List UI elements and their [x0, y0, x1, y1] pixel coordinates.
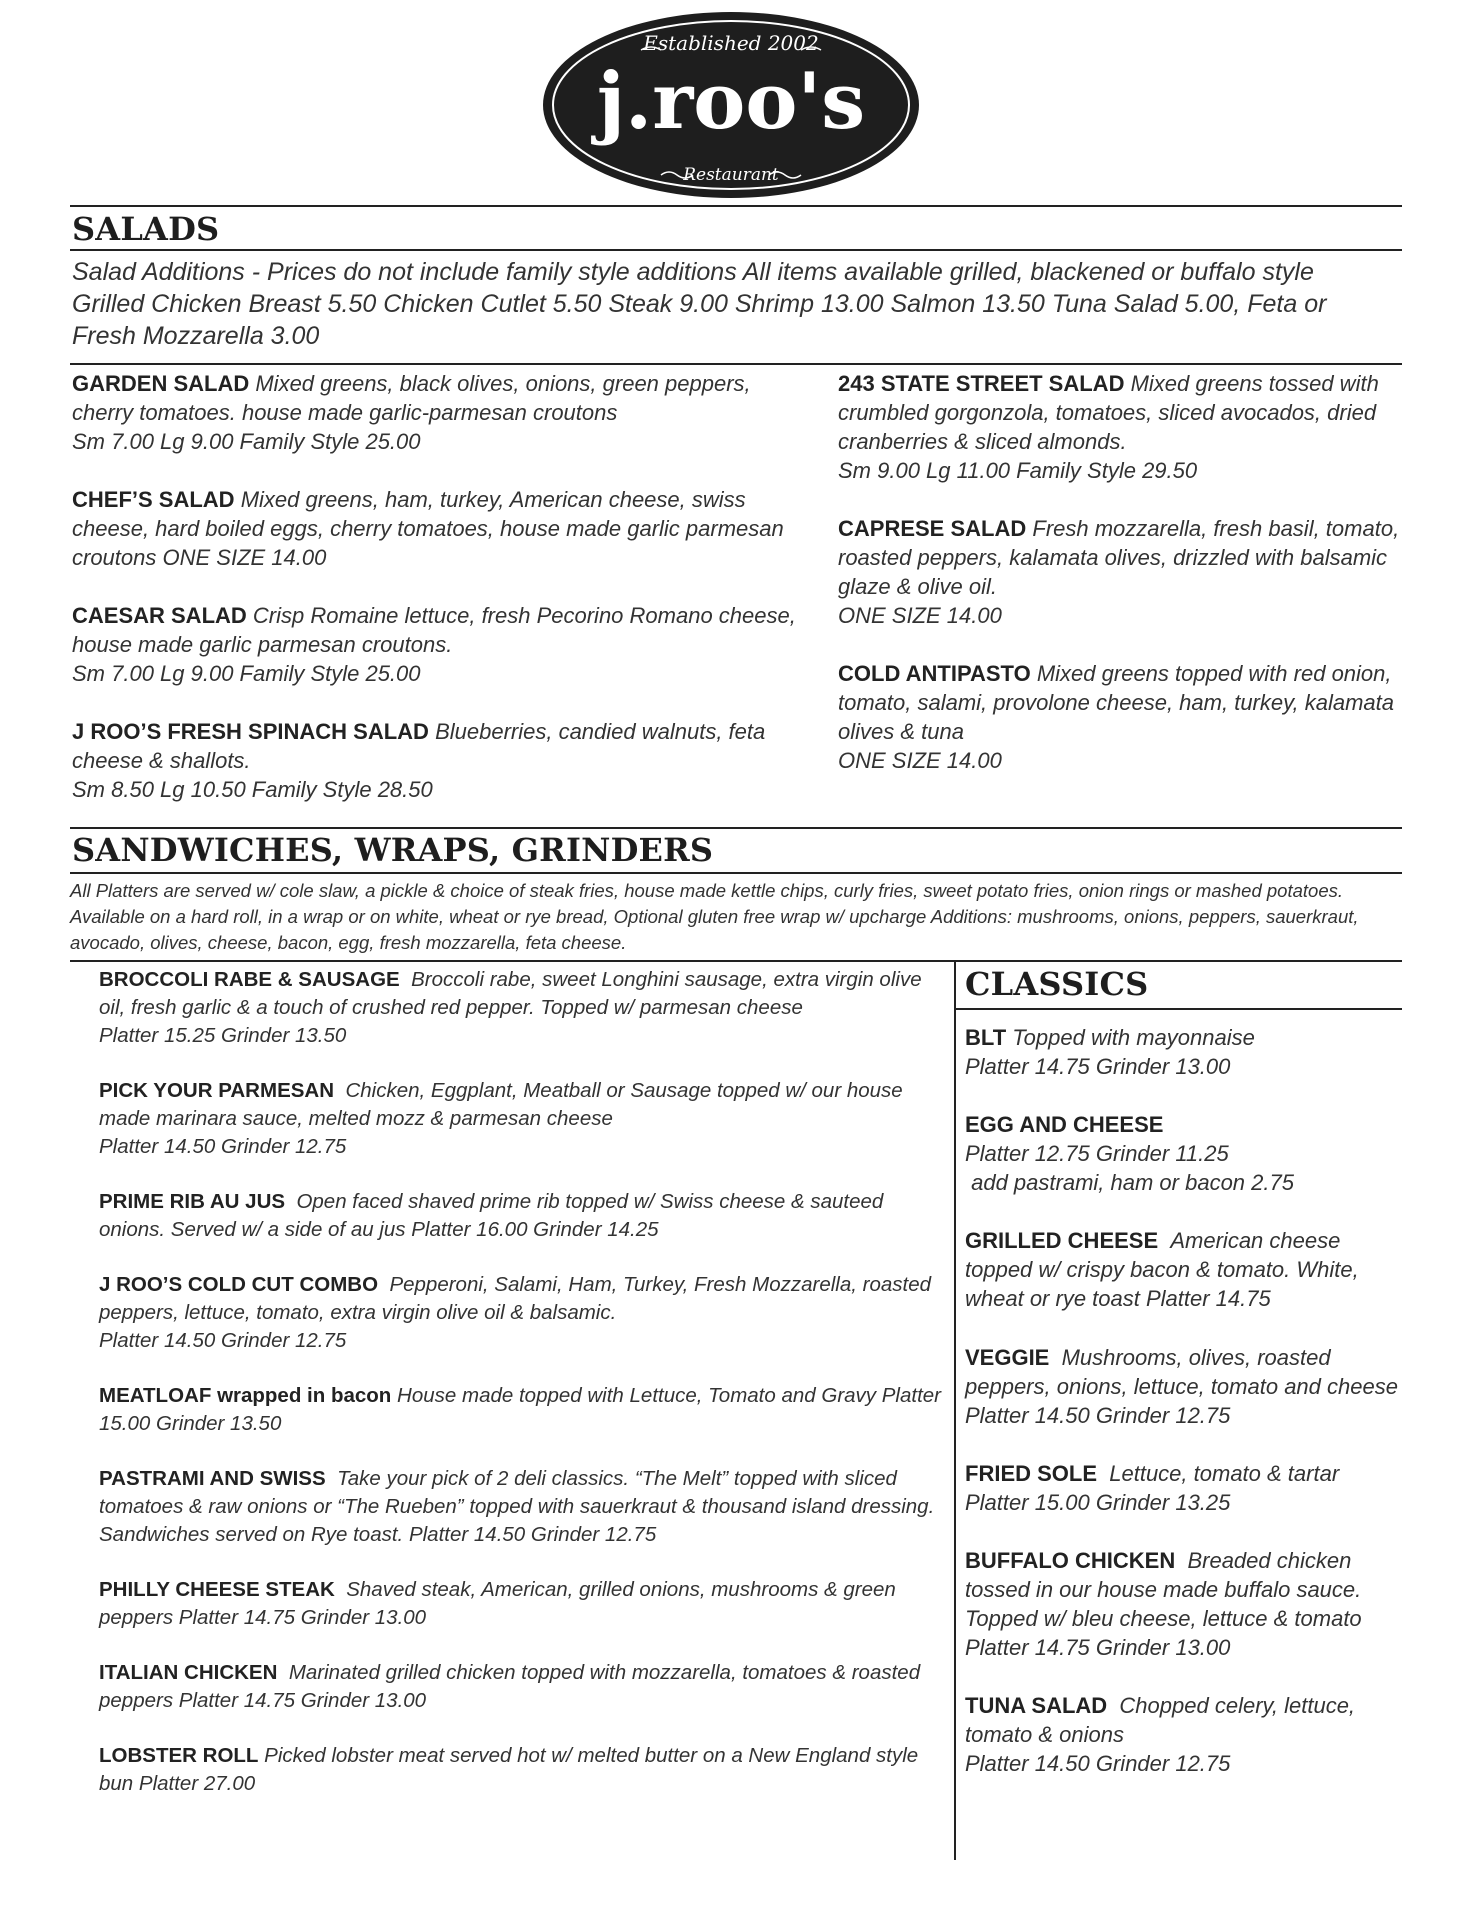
sandwich-item-name: MEATLOAF	[99, 1384, 212, 1407]
salad-item-name: CAPRESE SALAD	[838, 516, 1027, 541]
classic-item-desc: American cheese topped w/ crispy bacon & tomato. White, wheat or rye toast Platter 14.75	[965, 1228, 1359, 1311]
salad-item-price: Sm 8.50 Lg 10.50 Family Style 28.50	[72, 777, 433, 802]
salads-top-rule	[70, 205, 1402, 207]
salad-item-name: CAESAR SALAD	[72, 603, 247, 628]
classic-item-price: Platter 14.75 Grinder 13.00	[965, 1635, 1231, 1660]
sandwich-item-price: Platter 15.25 Grinder 13.50	[99, 1024, 347, 1047]
restaurant-logo	[541, 10, 921, 200]
sandwich-item-desc: Marinated grilled chicken topped with mozzarella, tomatoes & roasted peppers Platter 14.75 Grinder 13.00	[99, 1661, 921, 1712]
sandwich-item-name: PHILLY CHEESE STEAK	[99, 1578, 335, 1601]
sandwich-item-desc: Pepperoni, Salami, Ham, Turkey, Fresh Mozzarella, roasted peppers, lettuce, tomato, extra virgin olive oil & balsamic.	[99, 1273, 932, 1324]
sandwich-item-name: PASTRAMI AND SWISS	[99, 1467, 326, 1490]
sandwiches-heading: SANDWICHES, WRAPS, GRINDERS	[72, 831, 714, 869]
sandwich-item-name-extra: wrapped in bacon	[217, 1384, 392, 1407]
sandwich-item	[99, 1465, 941, 1549]
classic-item	[965, 1226, 1410, 1313]
salad-item-price: Sm 9.00 Lg 11.00 Family Style 29.50	[838, 458, 1198, 483]
classic-item	[965, 1546, 1410, 1662]
platters-note: All Platters are served w/ cole slaw, a pickle & choice of steak fries, house made kettle chips, curly fries, sweet potato fries, onion rings or mashed potatoes. Available on a hard roll, in a wrap or on white, wheat or rye bread, Optional gluten free wrap w/ upcharge Additions: mushrooms, onions, peppers, sauerkraut, avocado, olives, cheese, bacon, egg, fresh mozzarella, feta cheese.	[70, 880, 1359, 953]
salad-item-desc: Blueberries, candied walnuts, feta cheese & shallots.	[72, 719, 766, 773]
logo-top-text: Established 2002	[643, 31, 819, 55]
salads-heading-rule	[70, 249, 1402, 251]
classics-divider	[954, 961, 956, 1860]
sandwiches-heading-rule	[70, 872, 1402, 874]
classic-item-name: GRILLED CHEESE	[965, 1228, 1159, 1253]
sandwich-item-name: LOBSTER ROLL	[99, 1744, 259, 1767]
sandwiches-top-rule	[70, 827, 1402, 829]
logo-oval-graphic	[541, 10, 921, 200]
sandwich-item-name: PICK YOUR PARMESAN	[99, 1079, 335, 1102]
salad-additions-note: Salad Additions - Prices do not include family style additions All items available grilled, blackened or buffalo style Grilled Chicken Breast 5.50 Chicken Cutlet 5.50 Steak 9.00 Shrimp 13.00 Salmon 13.50 Tuna Salad 5.00, Feta or Fresh Mozzarella 3.00	[72, 258, 1327, 350]
sandwich-item	[99, 1742, 941, 1798]
salad-item-name: CHEF’S SALAD	[72, 487, 235, 512]
sandwich-item	[99, 1077, 941, 1161]
salads-heading: SALADS	[72, 210, 220, 248]
salad-item	[838, 369, 1404, 485]
salad-item	[838, 514, 1404, 630]
salad-item-desc: Mixed greens, black olives, onions, green peppers, cherry tomatoes. house made garlic-parmesan croutons	[72, 371, 751, 425]
sandwich-item-name: J ROO’S COLD CUT COMBO	[99, 1273, 379, 1296]
sandwich-item-desc: Open faced shaved prime rib topped w/ Swiss cheese & sauteed onions. Served w/ a side of au jus Platter 16.00 Grinder 14.25	[99, 1190, 884, 1241]
salad-item	[838, 659, 1404, 775]
classic-item-name: VEGGIE	[965, 1345, 1050, 1370]
classic-item	[965, 1343, 1410, 1430]
salads-list-rule	[70, 363, 1402, 365]
sandwich-item-name: ITALIAN CHICKEN	[99, 1661, 278, 1684]
salad-item-price: ONE SIZE 14.00	[838, 748, 1002, 773]
classic-item-desc: Topped with mayonnaise	[1012, 1025, 1255, 1050]
salad-item-name: J ROO’S FRESH SPINACH SALAD	[72, 719, 429, 744]
classic-item-name: TUNA SALAD	[965, 1693, 1108, 1718]
sandwich-item-price: Platter 14.50 Grinder 12.75	[99, 1329, 347, 1352]
classic-item-desc: Chopped celery, lettuce, tomato & onions	[965, 1693, 1356, 1747]
classic-item-name: EGG AND CHEESE	[965, 1112, 1164, 1137]
classic-item	[965, 1023, 1410, 1081]
salad-item	[72, 369, 810, 456]
salad-item-desc: Mixed greens, ham, turkey, American cheese, swiss cheese, hard boiled eggs, cherry tomatoes, house made garlic parmesan croutons ONE SIZE 14.00	[72, 487, 784, 570]
salad-item-desc: Mixed greens tossed with crumbled gorgonzola, tomatoes, sliced avocados, dried cranberries & sliced almonds.	[838, 371, 1379, 454]
sandwich-item-desc: Picked lobster meat served hot w/ melted butter on a New England style bun Platter 27.00	[99, 1744, 919, 1795]
sandwiches-list-rule	[70, 960, 1402, 962]
sandwich-item-price: Platter 14.50 Grinder 12.75	[99, 1135, 347, 1158]
salad-item	[72, 485, 810, 572]
sandwich-item-name: BROCCOLI RABE & SAUSAGE	[99, 968, 400, 991]
salad-item-price: Sm 7.00 Lg 9.00 Family Style 25.00	[72, 429, 421, 454]
salad-item	[72, 601, 810, 688]
salad-item-price: ONE SIZE 14.00	[838, 603, 1002, 628]
classic-item-name: BLT	[965, 1025, 1007, 1050]
classic-item-desc: Mushrooms, olives, roasted peppers, onions, lettuce, tomato and cheese Platter 14.50 Grinder 12.75	[965, 1345, 1398, 1428]
classic-item-price: Platter 12.75 Grinder 11.25	[965, 1141, 1229, 1166]
sandwich-item	[99, 1576, 941, 1632]
sandwich-item	[99, 1271, 941, 1355]
sandwich-item-desc: Broccoli rabe, sweet Longhini sausage, extra virgin olive oil, fresh garlic & a touch of crushed red pepper. Topped w/ parmesan cheese	[99, 968, 922, 1019]
sandwich-item-desc: Take your pick of 2 deli classics. “The Melt” topped with sliced tomatoes & raw onions or “The Rueben” topped with sauerkraut & thousand island dressing. Sandwiches served on Rye toast. Platter 14.50 Grinder 12.75	[99, 1467, 935, 1546]
classic-item-price: Platter 14.50 Grinder 12.75	[965, 1751, 1231, 1776]
salad-item	[72, 717, 810, 804]
salad-item-desc: Crisp Romaine lettuce, fresh Pecorino Romano cheese, house made garlic parmesan croutons.	[72, 603, 796, 657]
classics-heading: CLASSICS	[965, 965, 1149, 1003]
classic-item-price: Platter 14.75 Grinder 13.00	[965, 1054, 1231, 1079]
classic-item-price: Platter 15.00 Grinder 13.25	[965, 1490, 1231, 1515]
salad-item-desc: Fresh mozzarella, fresh basil, tomato, roasted peppers, kalamata olives, drizzled with balsamic glaze & olive oil.	[838, 516, 1400, 599]
classic-item-desc: Breaded chicken tossed in our house made buffalo sauce. Topped w/ bleu cheese, lettuce & tomato	[965, 1548, 1362, 1631]
logo-name: j.roo's	[596, 56, 866, 147]
salad-item-price: Sm 7.00 Lg 9.00 Family Style 25.00	[72, 661, 421, 686]
classic-item-extra: add pastrami, ham or bacon 2.75	[965, 1170, 1294, 1195]
salad-item-name: 243 STATE STREET SALAD	[838, 371, 1125, 396]
classics-heading-rule	[956, 1008, 1402, 1010]
sandwich-item-desc: Chicken, Eggplant, Meatball or Sausage topped w/ our house made marinara sauce, melted mozz & parmesan cheese	[99, 1079, 903, 1130]
salad-item-name: GARDEN SALAD	[72, 371, 250, 396]
classic-item	[965, 1110, 1410, 1197]
sandwich-item-name: PRIME RIB AU JUS	[99, 1190, 286, 1213]
classic-item-desc: Lettuce, tomato & tartar	[1109, 1461, 1340, 1486]
classic-item	[965, 1691, 1410, 1778]
sandwich-item	[99, 1188, 941, 1244]
sandwich-item	[99, 1659, 941, 1715]
sandwich-item	[99, 966, 941, 1050]
sandwich-item-desc: House made topped with Lettuce, Tomato and Gravy Platter 15.00 Grinder 13.50	[99, 1384, 941, 1435]
logo-bottom-text: Restaurant	[683, 165, 779, 185]
salad-item-desc: Mixed greens topped with red onion, tomato, salami, provolone cheese, ham, turkey, kalamata olives & tuna	[838, 661, 1394, 744]
salad-item-name: COLD ANTIPASTO	[838, 661, 1031, 686]
classic-item	[965, 1459, 1410, 1517]
sandwich-item-desc: Shaved steak, American, grilled onions, mushrooms & green peppers Platter 14.75 Grinder 13.00	[99, 1578, 896, 1629]
classic-item-name: FRIED SOLE	[965, 1461, 1098, 1486]
sandwich-item	[99, 1382, 941, 1438]
classic-item-name: BUFFALO CHICKEN	[965, 1548, 1176, 1573]
